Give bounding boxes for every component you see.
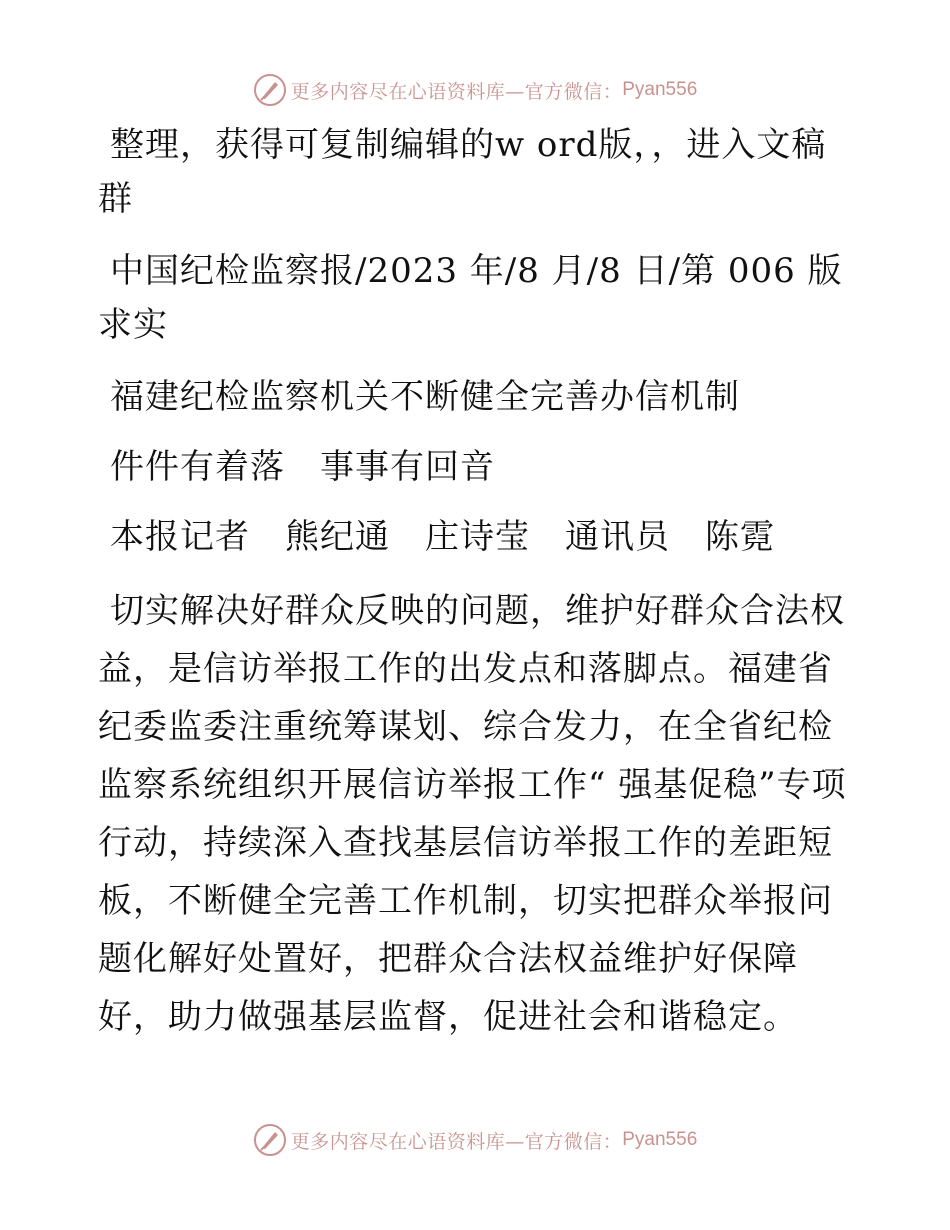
article-byline: 本报记者 熊纪通 庄诗莹 通讯员 陈霓 <box>110 517 775 557</box>
watermark-contact: Pyan556 <box>622 79 698 100</box>
article-headline: 福建纪检监察机关不断健全完善办信机制 <box>110 377 740 417</box>
intro-line: 整理，获得可复制编辑的w ord版，，进入文稿群 <box>98 125 827 219</box>
watermark-contact: Pyan556 <box>622 1129 698 1150</box>
document-body <box>98 118 858 1064</box>
article-subheadline: 件件有着落 事事有回音 <box>110 447 495 487</box>
watermark-brand-text: 更多内容尽在心语资料库—官方微信： <box>290 80 623 103</box>
source-line: 中国纪检监察报/2023 年/8 月/8 日/第 006 版求实 <box>98 251 843 345</box>
feather-pen-logo-icon <box>253 73 287 107</box>
header-watermark <box>0 70 950 110</box>
feather-pen-logo-icon <box>253 1123 287 1157</box>
watermark-brand-text: 更多内容尽在心语资料库—官方微信： <box>290 1130 623 1153</box>
footer-watermark <box>0 1120 950 1160</box>
article-body-paragraph: 切实解决好群众反映的问题，维护好群众合法权益，是信访举报工作的出发点和落脚点。福建省纪委监委注重统筹谋划、综合发力，在全省纪检监察系统组织开展信访举报工作“ 强基促稳”专项行动，持续深入查找基层信访举报工作的差距短板，不断健全完善工作机制，切实把群众举报问题化解好处置好，把群众合法权益维护好保障好，助力做强基层监督，促进社会和谐稳定。 <box>98 591 847 1037</box>
